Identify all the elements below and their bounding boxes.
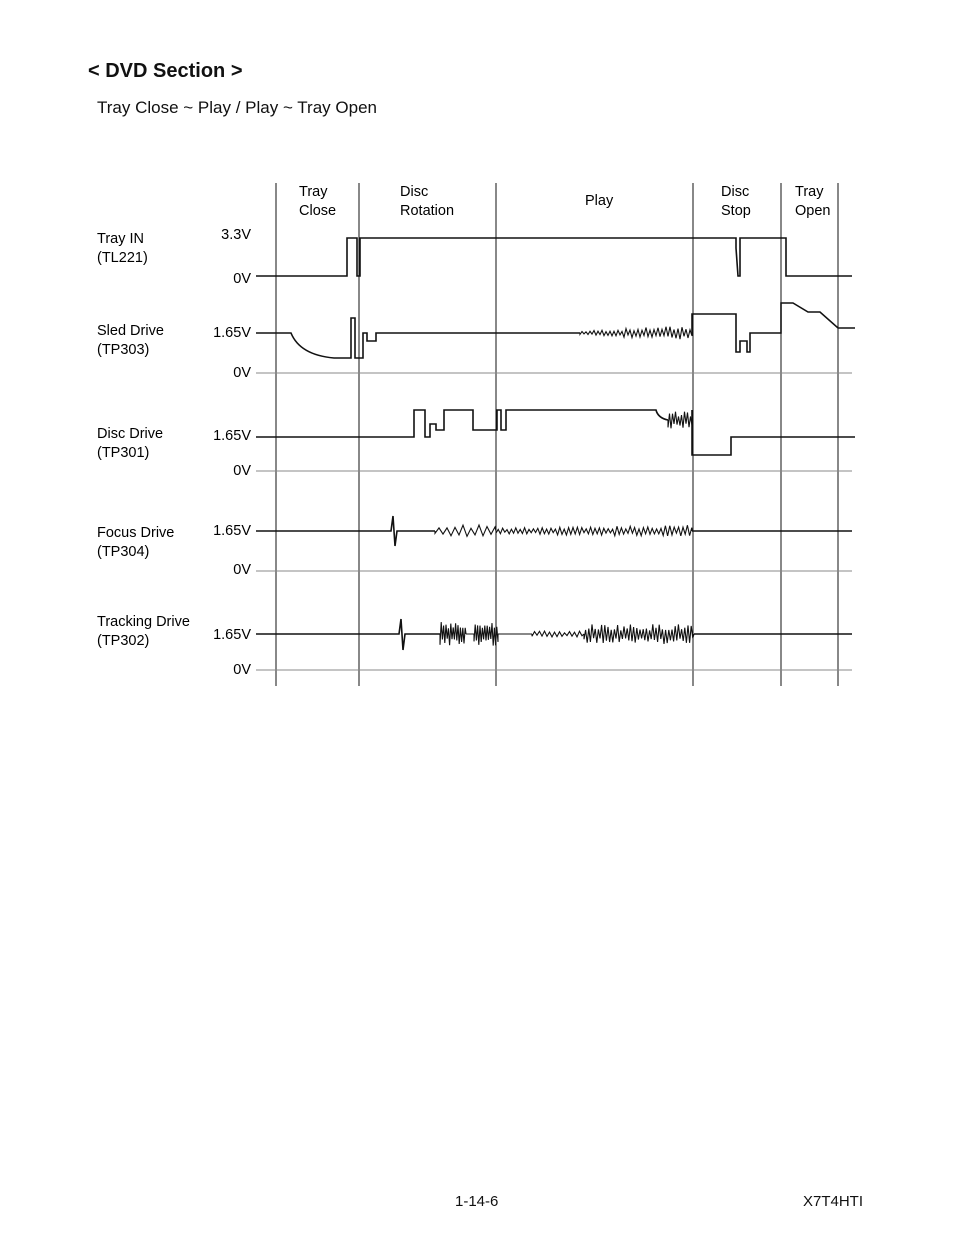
waveform-sled-drive-stop — [692, 303, 855, 352]
phase-label-tray-open-2: Open — [795, 203, 831, 219]
phase-label-play: Play — [585, 193, 614, 209]
volt-high-tracking-drive: 1.65V — [213, 627, 251, 643]
volt-low-tracking-drive: 0V — [233, 662, 251, 678]
volt-high-disc-drive: 1.65V — [213, 428, 251, 444]
signal-name-tracking-drive: Tracking Drive — [97, 614, 190, 630]
waveform-tray-in — [256, 238, 852, 276]
signal-tp-tray-in: (TL221) — [97, 250, 148, 266]
waveform-focus-drive — [256, 516, 435, 546]
waveform-tracking-drive-noise — [440, 622, 694, 646]
signal-tp-tracking-drive: (TP302) — [97, 633, 150, 649]
signal-name-focus-drive: Focus Drive — [97, 525, 175, 541]
phase-label-tray-close-1: Tray — [299, 184, 328, 200]
signal-name-tray-in: Tray IN — [97, 231, 144, 247]
waveform-disc-drive-stop — [692, 410, 855, 455]
page-number: 1-14-6 — [455, 1193, 499, 1210]
model-number: X7T4HTI — [803, 1193, 864, 1210]
volt-high-sled-drive: 1.65V — [213, 325, 251, 341]
phase-label-disc-stop-2: Stop — [721, 203, 751, 219]
signal-name-disc-drive: Disc Drive — [97, 426, 164, 442]
signal-tp-disc-drive: (TP301) — [97, 445, 150, 461]
phase-label-disc-stop-1: Disc — [721, 184, 750, 200]
volt-low-tray-in: 0V — [233, 271, 251, 287]
volt-high-focus-drive: 1.65V — [213, 523, 251, 539]
waveform-tracking-drive — [256, 619, 440, 650]
signal-tp-sled-drive: (TP303) — [97, 342, 150, 358]
phase-label-disc-rotation-2: Rotation — [400, 203, 455, 219]
phase-label-tray-close-2: Close — [299, 203, 337, 219]
section-title: < DVD Section > — [88, 60, 243, 82]
phase-label-disc-rotation-1: Disc — [400, 184, 429, 200]
waveform-sled-drive-noise — [580, 327, 692, 340]
volt-high-tray-in: 3.3V — [221, 227, 251, 243]
waveform-sled-drive — [256, 318, 580, 358]
waveform-focus-drive-noise — [435, 525, 692, 536]
volt-low-focus-drive: 0V — [233, 562, 251, 578]
waveform-disc-drive-noise — [668, 412, 692, 429]
waveform-disc-drive — [256, 410, 668, 437]
volt-low-disc-drive: 0V — [233, 463, 251, 479]
diagram-subtitle: Tray Close ~ Play / Play ~ Tray Open — [97, 98, 377, 117]
volt-low-sled-drive: 0V — [233, 365, 251, 381]
phase-label-tray-open-1: Tray — [795, 184, 824, 200]
signal-name-sled-drive: Sled Drive — [97, 323, 164, 339]
signal-tp-focus-drive: (TP304) — [97, 544, 150, 560]
